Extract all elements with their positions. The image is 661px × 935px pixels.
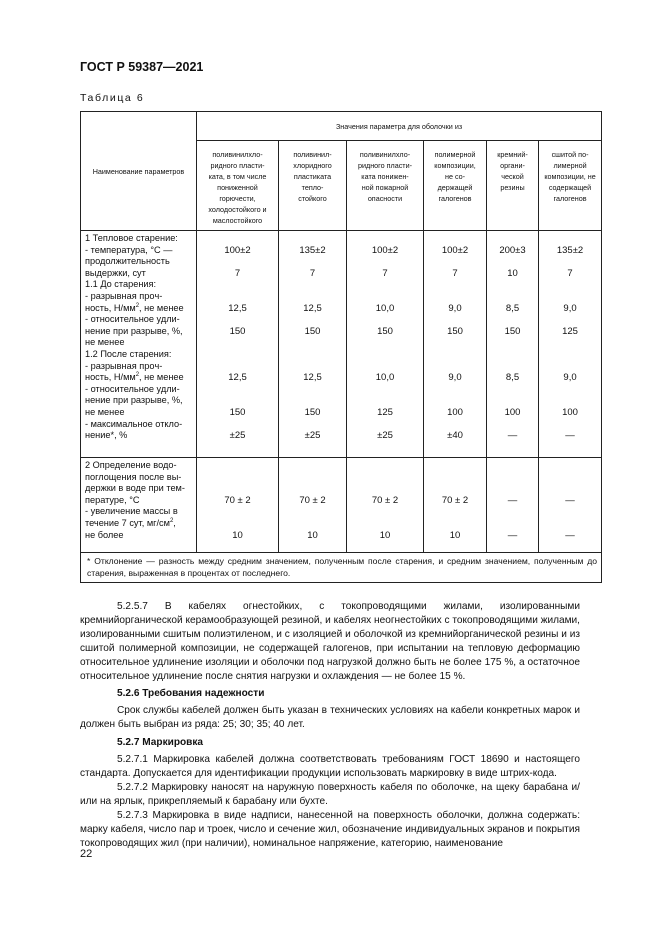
column-header-line: поливинилхло- [359, 150, 411, 159]
heading-5-2-6: 5.2.6 Требования надежности [117, 688, 265, 700]
spacer [197, 291, 278, 303]
column-header-line: стойкого [298, 194, 327, 203]
spacer [539, 472, 601, 484]
col-6 [539, 458, 602, 553]
paragraph-5-2-5-7: 5.2.5.7 В кабелях огнестойких, с токопроводящими жилами, изолированными кремнийорганической керамообразующей резиной, и кабелях неогнестойких с токопроводящими жилами, изолированными сшитым полиэтиленом, и с изоляцией и оболочкой из кремнийорганической резины и из сшитой полимерной композиции, не содержащей галогенов, при испытании на тепловую деформацию относительное удлинение изоляции и оболочки под нагрузкой должно быть не более 175 %, а остаточное относительное удлинение после снятия нагрузки и охлаждения — не более 15 %. [80, 601, 580, 682]
paragraph-5-2-7-2: 5.2.7.2 Маркировку наносят на наружную поверхность кабеля по оболочке, на щеку барабана и/или на ярлык, прикрепляемый к барабану или бухте. [80, 781, 580, 807]
spacer [347, 419, 423, 431]
spacer [279, 472, 346, 484]
spacer [539, 361, 601, 373]
label-line: - относительное удли- [85, 314, 180, 325]
col-6 [539, 231, 602, 458]
spacer [279, 256, 346, 268]
spacer [197, 472, 278, 484]
column-header-line: тепло- [301, 183, 324, 192]
value: 10,0 [375, 302, 395, 314]
column-header-4 [424, 141, 487, 231]
value: 100±2 [441, 244, 469, 256]
column-header-line: полимерной [434, 150, 476, 159]
spacer [347, 256, 423, 268]
spacer [539, 518, 601, 530]
label-line: нение при разрыве, %, [85, 325, 183, 336]
spacer [487, 419, 538, 431]
spacer [424, 233, 486, 245]
column-header-line: органи- [500, 161, 525, 170]
spacer [539, 256, 601, 268]
spacer [279, 314, 346, 326]
spacer [197, 349, 278, 361]
label-line: держки в воде при тем- [85, 483, 185, 494]
superscript: 2 [135, 302, 140, 309]
value: 12,5 [228, 302, 247, 314]
column-header-line: пониженной [217, 183, 258, 192]
column-header-line: поливинил- [293, 150, 332, 159]
spacer [347, 314, 423, 326]
label-line: поглощения после вы- [85, 471, 182, 482]
spacer [539, 349, 601, 361]
value: 8,5 [505, 372, 520, 384]
spacer [487, 256, 538, 268]
spacer [197, 395, 278, 407]
label-line: - температура, °С — [85, 244, 173, 255]
value: — [565, 430, 575, 442]
param-header: Наименование параметров [81, 112, 197, 231]
section1-label [81, 231, 197, 458]
section2-label [81, 458, 197, 553]
value: 9,0 [448, 372, 462, 384]
spacer [424, 483, 486, 495]
col-5 [487, 458, 539, 553]
table-footnote: * Отклонение — разность между средним значением, полученным после старения, и средним значением, полученным до старения, выраженная в процентах от последнего. [81, 553, 602, 583]
value: 150 [447, 325, 463, 337]
spacer [424, 349, 486, 361]
spacer [347, 361, 423, 373]
value: 7 [382, 267, 388, 279]
label-line: - увеличение массы в [85, 506, 178, 517]
spacer [487, 483, 538, 495]
spacer [424, 279, 486, 291]
column-header-5 [487, 141, 539, 231]
spacer [539, 314, 601, 326]
column-header-line: ридного пласти- [210, 161, 265, 170]
value: 150 [304, 406, 321, 418]
spacer [424, 384, 486, 396]
paragraph-service-life: Срок службы кабелей должен быть указан в технических условиях на кабели конкретных марок и должен быть выбран из ряда: 25; 30; 35; 40 лет. [80, 705, 580, 731]
spacer [197, 314, 278, 326]
superscript: 2 [169, 517, 174, 524]
value: — [507, 529, 518, 541]
column-header-line: кремний- [497, 150, 528, 159]
spacer [279, 518, 346, 530]
value: 100 [447, 406, 463, 418]
value: — [507, 494, 518, 506]
label-line: ность, $Н/мм^2$, не менее [85, 372, 184, 383]
column-header-line: хлоридного [293, 161, 332, 170]
spacer [424, 361, 486, 373]
value: 9,0 [448, 302, 462, 314]
value: — [507, 430, 518, 442]
value: 70 ± 2 [371, 494, 399, 506]
column-header-line: горючести, [219, 194, 256, 203]
column-header-line: держащей [437, 183, 473, 192]
spacer [279, 279, 346, 291]
value: 7 [309, 267, 316, 279]
value: ±25 [304, 430, 321, 442]
spacer [197, 384, 278, 396]
spacer [197, 460, 278, 472]
spacer [347, 472, 423, 484]
value: ±40 [447, 430, 463, 442]
column-header-line: ческой [501, 172, 524, 181]
value: 12,5 [228, 372, 247, 384]
value: 100 [504, 406, 521, 418]
value: 10 [232, 529, 243, 541]
spacer [279, 419, 346, 431]
value: 70 ± 2 [224, 494, 251, 506]
paragraph-5-2-7-3: 5.2.7.3 Маркировка в виде надписи, нанесенной на поверхность оболочки, должна содержать: марку кабеля, число пар и троек, число и сечение жил, обозначение индивидуальных экранов и покрытия токопроводящих жил (при наличии), номинальное напряжение, категорию, наименование [80, 809, 580, 849]
spacer [487, 233, 538, 245]
spacer [347, 506, 423, 518]
spacer [539, 460, 601, 472]
label-line: не более [85, 529, 124, 540]
label-line: нение*, % [85, 430, 128, 441]
column-header-1 [197, 141, 279, 231]
label-line: нение при разрыве, %, [85, 395, 183, 406]
spacer [197, 506, 278, 518]
column-header-line: композиции, не [544, 172, 596, 181]
value: 8,5 [505, 302, 520, 314]
spacer [539, 395, 601, 407]
spacer [539, 291, 601, 303]
value: 150 [229, 325, 246, 337]
spacer [347, 483, 423, 495]
column-header-line: пластиката [293, 172, 332, 181]
spacer [197, 361, 278, 373]
value: 200±3 [499, 244, 526, 256]
column-header-line: лимерной [553, 161, 587, 170]
spacer [347, 460, 423, 472]
spacer [487, 506, 538, 518]
spacer [539, 233, 601, 245]
parameters-table [80, 111, 598, 583]
value: 135±2 [556, 244, 584, 256]
value: 7 [567, 267, 573, 279]
spacer [424, 472, 486, 484]
spacer [487, 337, 538, 349]
column-header-line: опасности [367, 194, 403, 203]
spacer [487, 361, 538, 373]
value: 10 [449, 529, 461, 541]
label-line: течение 7 сут, $мг/см^2$, [85, 517, 176, 528]
value: 7 [452, 267, 458, 279]
spacer [424, 314, 486, 326]
label-line: не менее [85, 337, 125, 348]
spacer [487, 460, 538, 472]
superscript: 2 [135, 372, 140, 379]
value: 150 [229, 406, 246, 418]
label-line: выдержки, сут [85, 267, 146, 278]
label-line: не менее [85, 406, 125, 417]
spacer [197, 419, 278, 431]
spacer [539, 384, 601, 396]
label-line: 2 Определение водо- [85, 460, 177, 470]
label-line: - разрывная прoч- [85, 290, 163, 301]
spacer [539, 279, 601, 291]
spacer [279, 361, 346, 373]
value: 135±2 [299, 244, 326, 256]
spacer [424, 506, 486, 518]
value: — [565, 529, 575, 541]
spacer [424, 518, 486, 530]
spacer [279, 460, 346, 472]
column-header-line: сшитой по- [551, 150, 589, 159]
column-header-line: ката, в том числе [208, 172, 267, 181]
spacer [424, 395, 486, 407]
value: 70 ± 2 [441, 494, 469, 506]
value: — [565, 494, 575, 506]
column-header-line: ката понижен- [361, 172, 409, 181]
value: 125 [377, 406, 393, 418]
value: 12,5 [303, 372, 322, 384]
value: 70 ± 2 [299, 494, 326, 506]
spacer [197, 337, 278, 349]
value: 100±2 [371, 244, 399, 256]
value: 9,0 [563, 372, 577, 384]
col-2 [279, 231, 347, 458]
spacer [487, 279, 538, 291]
group-header: Значения параметра для оболочки из [197, 112, 602, 141]
col-1 [197, 458, 279, 553]
spacer [347, 233, 423, 245]
column-header-line: резины [500, 183, 525, 192]
body-text [80, 600, 580, 850]
spacer [279, 395, 346, 407]
spacer [347, 337, 423, 349]
paragraph-5-2-7-1: 5.2.7.1 Маркировка кабелей должна соответствовать требованиям ГОСТ 18690 и настоящего стандарта. Допускается для идентификации продукции использовать маркировку в виде штрих-кода. [80, 754, 580, 779]
column-header-line: не со- [444, 172, 466, 181]
col-5 [487, 231, 539, 458]
page-number: 22 [80, 848, 93, 860]
value: 100±2 [224, 244, 251, 256]
column-header-line: ридного пласти- [357, 161, 412, 170]
value: 10 [307, 529, 318, 541]
spacer [279, 291, 346, 303]
label-line: пературе, °С [85, 494, 140, 505]
spacer [487, 314, 538, 326]
column-header-line: галогенов [438, 194, 472, 203]
spacer [424, 337, 486, 349]
value: 10,0 [375, 372, 395, 384]
spacer [347, 291, 423, 303]
col-4 [424, 231, 487, 458]
column-header-line: маслостойкого [212, 216, 263, 225]
column-header-line: галогенов [553, 194, 587, 203]
spacer [347, 384, 423, 396]
spacer [424, 419, 486, 431]
label-line: продолжительность [85, 256, 170, 267]
label-line: 1.1 До старения: [85, 279, 157, 290]
table-caption: Таблица 6 [80, 92, 145, 104]
spacer [347, 279, 423, 291]
column-header-line: ной пожарной [361, 183, 409, 192]
spacer [279, 233, 346, 245]
spacer [539, 419, 601, 431]
value: 12,5 [303, 302, 322, 314]
spacer [197, 233, 278, 245]
spacer [197, 518, 278, 530]
spacer [487, 384, 538, 396]
value: ±25 [229, 430, 246, 442]
label-line: - разрывная прoч- [85, 360, 163, 371]
value: 100 [562, 406, 578, 418]
column-header-line: композиции, [434, 161, 476, 170]
col-3 [347, 231, 424, 458]
spacer [539, 483, 601, 495]
spacer [487, 518, 538, 530]
column-header-2 [279, 141, 347, 231]
column-header-line: холодостойкого и [208, 205, 267, 214]
spacer [197, 483, 278, 495]
spacer [487, 349, 538, 361]
label-line: 1.2 После старения: [85, 348, 172, 359]
value: ±25 [377, 430, 393, 442]
document-id: ГОСТ Р 59387—2021 [80, 60, 204, 74]
spacer [279, 349, 346, 361]
spacer [279, 384, 346, 396]
spacer [279, 506, 346, 518]
label-line: - относительное удли- [85, 383, 180, 394]
col-2 [279, 458, 347, 553]
spacer [424, 291, 486, 303]
spacer [347, 518, 423, 530]
col-1 [197, 231, 279, 458]
spacer [424, 256, 486, 268]
spacer [347, 395, 423, 407]
label-line: 1 Тепловое старение: [85, 233, 178, 243]
value: 125 [562, 325, 578, 337]
spacer [539, 506, 601, 518]
value: 150 [304, 325, 321, 337]
label-line: ность, $Н/мм^2$, не менее [85, 302, 184, 313]
spacer [347, 349, 423, 361]
column-header-line: поливинилхло- [212, 150, 263, 159]
col-4 [424, 458, 487, 553]
value: 150 [377, 325, 393, 337]
col-3 [347, 458, 424, 553]
spacer [279, 483, 346, 495]
spacer [487, 291, 538, 303]
spacer [197, 279, 278, 291]
value: 7 [234, 267, 241, 279]
value: 10 [507, 267, 518, 279]
value: 9,0 [563, 302, 577, 314]
value: 10 [379, 529, 391, 541]
spacer [424, 460, 486, 472]
spacer [487, 395, 538, 407]
column-header-line: содержащей [548, 183, 592, 192]
spacer [197, 256, 278, 268]
spacer [279, 337, 346, 349]
column-header-6 [539, 141, 602, 231]
value: 150 [504, 325, 521, 337]
spacer [487, 472, 538, 484]
label-line: - максимальное откло- [85, 418, 183, 429]
heading-5-2-7: 5.2.7 Маркировка [117, 737, 204, 749]
column-header-3 [347, 141, 424, 231]
spacer [539, 337, 601, 349]
